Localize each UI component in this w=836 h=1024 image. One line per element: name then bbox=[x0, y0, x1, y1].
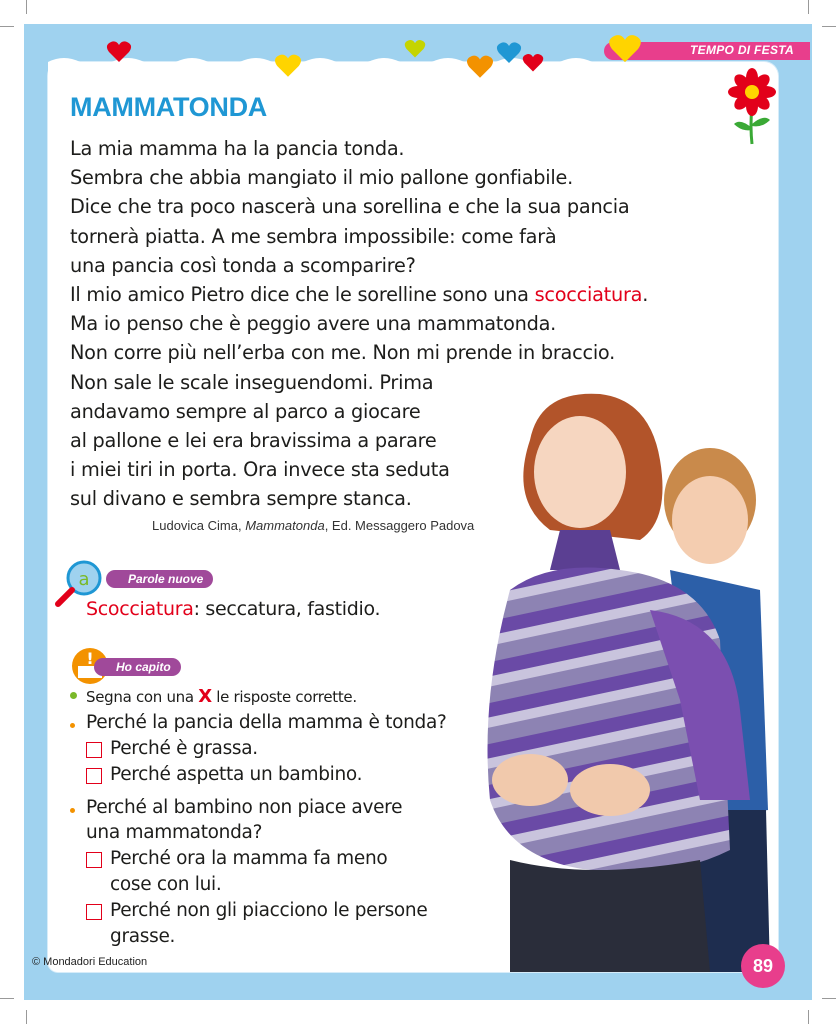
story-line: al pallone e lei era bravissima a parare bbox=[70, 429, 437, 453]
q2-option-2-line-2: grasse. bbox=[110, 926, 176, 947]
story-line: Sembra che abbia mangiato il mio pallone gonfiabile. bbox=[70, 166, 573, 190]
heart-icon bbox=[274, 52, 302, 80]
exercise-badge: Ho capito bbox=[94, 658, 181, 676]
svg-text:a: a bbox=[78, 569, 90, 590]
svg-text:!: ! bbox=[86, 649, 94, 668]
bullet-icon bbox=[70, 808, 75, 813]
story-line: sul divano e sembra sempre stanca. bbox=[70, 487, 412, 511]
story-line: andavamo sempre al parco a giocare bbox=[70, 399, 421, 423]
q1-option-2: Perché aspetta un bambino. bbox=[110, 764, 363, 785]
story-line: i miei tiri in porta. Ora invece sta seduta bbox=[70, 458, 450, 482]
answer-checkbox[interactable] bbox=[86, 852, 102, 868]
story-line: Non corre più nell’erba con me. Non mi prende in braccio. bbox=[70, 341, 616, 365]
vocabulary-term: Scocciatura bbox=[86, 598, 194, 620]
vocabulary-definition: : seccatura, fastidio. bbox=[193, 598, 381, 620]
x-mark: X bbox=[198, 686, 212, 707]
q2-option-1-line-1: Perché ora la mamma fa meno bbox=[110, 848, 388, 869]
answer-checkbox[interactable] bbox=[86, 742, 102, 758]
answer-checkbox[interactable] bbox=[86, 904, 102, 920]
bullet-icon bbox=[70, 692, 77, 699]
story-line-highlight bbox=[70, 280, 760, 309]
instruction-end: . bbox=[352, 688, 357, 706]
source-publisher: , Ed. Messaggero Padova bbox=[324, 518, 475, 533]
question-1: Perché la pancia della mamma è tonda? bbox=[86, 712, 447, 733]
copyright: © Mondadori Education bbox=[32, 956, 148, 968]
story-line: tornerà piatta. A me sembra impossibile: come farà bbox=[70, 224, 557, 248]
instruction-text: Segna con una bbox=[86, 688, 199, 706]
question-2-line-2: una mammatonda? bbox=[86, 822, 263, 843]
story-line: Il mio amico Pietro dice che le sorelline sono una bbox=[70, 283, 535, 307]
exercise-instruction bbox=[86, 686, 357, 707]
instruction-text: le risposte corrette bbox=[211, 688, 353, 706]
vocabulary-entry bbox=[86, 598, 380, 620]
bullet-icon bbox=[70, 723, 75, 728]
story-line: La mia mamma ha la pancia tonda. bbox=[70, 137, 405, 160]
story-line: Ma io penso che è peggio avere una mammatonda. bbox=[70, 312, 557, 336]
heart-icon bbox=[466, 54, 494, 80]
heart-icon bbox=[404, 38, 426, 60]
highlighted-word: scocciatura bbox=[534, 283, 643, 307]
heart-icon bbox=[522, 52, 544, 74]
q2-option-1-line-2: cose con lui. bbox=[110, 874, 222, 895]
story-line: Non sale le scale inseguendomi. Prima bbox=[70, 370, 434, 394]
heart-icon bbox=[106, 40, 132, 64]
story-line: Dice che tra poco nascerà una sorellina e che la sua pancia bbox=[70, 195, 630, 219]
q1-option-1: Perché è grassa. bbox=[110, 738, 258, 759]
story-line: una pancia così tonda a scomparire? bbox=[70, 253, 416, 277]
section-tab-label: TEMPO DI FESTA bbox=[690, 43, 794, 57]
question-2-line-1: Perché al bambino non piace avere bbox=[86, 797, 403, 818]
heart-icon bbox=[496, 40, 522, 66]
heart-icon bbox=[608, 33, 642, 65]
sentence-period: . bbox=[642, 283, 649, 307]
answer-checkbox[interactable] bbox=[86, 768, 102, 784]
story-source bbox=[152, 518, 474, 533]
q2-option-2-line-1: Perché non gli piacciono le persone bbox=[110, 900, 428, 921]
story-title: MAMMATONDA bbox=[70, 92, 267, 122]
vocabulary-badge: Parole nuove bbox=[106, 570, 213, 588]
source-work: Mammatonda bbox=[245, 518, 325, 533]
source-author: Ludovica Cima, bbox=[152, 518, 246, 533]
page-number: 89 bbox=[741, 944, 785, 988]
mother-child-photo bbox=[470, 380, 770, 972]
